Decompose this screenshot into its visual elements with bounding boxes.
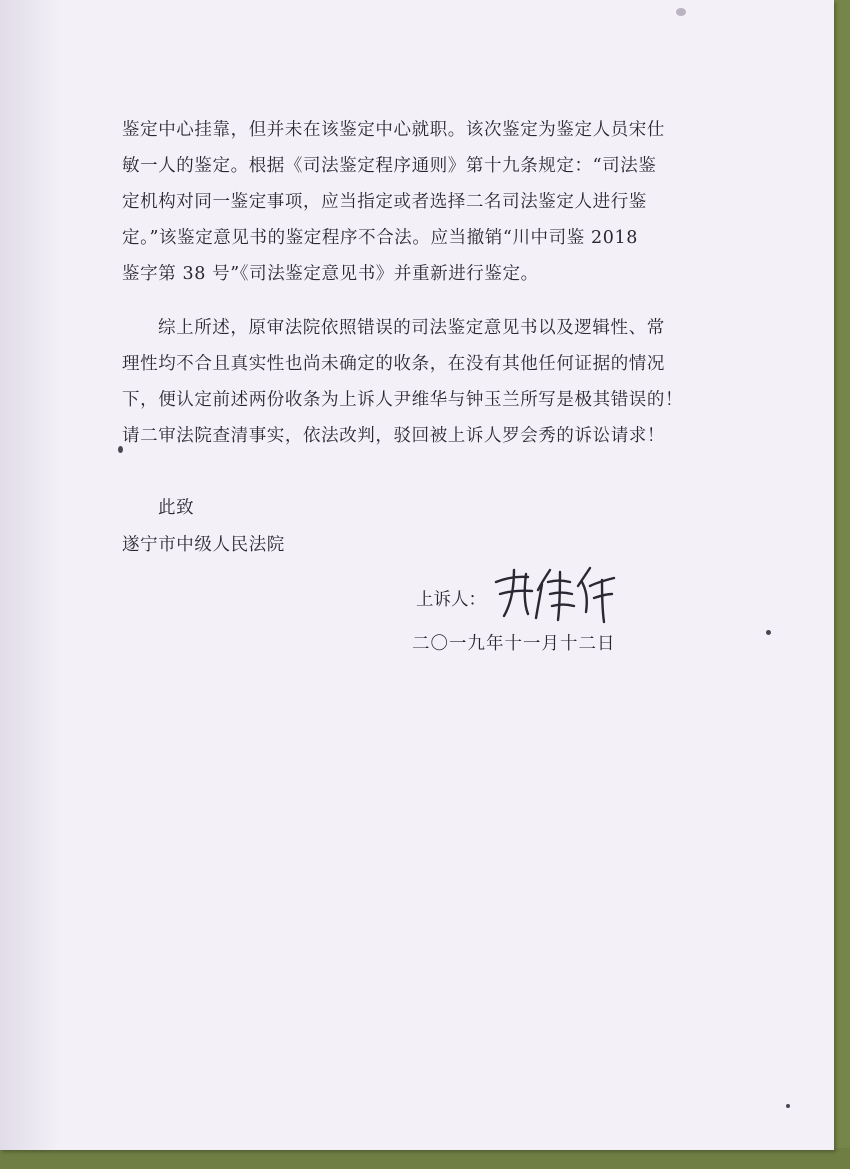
body-line: 定机构对同一鉴定事项，应当指定或者选择二名司法鉴定人进行鉴 [122,192,647,212]
appellant-label: 上诉人： [416,590,486,610]
scan-speck [786,1104,790,1108]
body-line: 鉴定中心挂靠，但并未在该鉴定中心就职。该次鉴定为鉴定人员宋仕 [122,120,665,140]
summary-paragraph [122,310,682,454]
body-paragraph [122,112,682,292]
closing-block [122,490,285,564]
summary-line: 下，便认定前述两份收条为上诉人尹维华与钟玉兰所写是极其错误的！ [122,390,684,410]
signature-block [410,560,670,654]
body-line: 鉴字第 38 号”《司法鉴定意见书》并重新进行鉴定。 [122,264,539,284]
salutation: 此致 [158,498,195,518]
summary-line: 理性均不合且真实性也尚未确定的收条，在没有其他任何证据的情况 [122,354,665,374]
scanner-backdrop-bottom [0,1148,850,1169]
date-line: 二〇一九年十一月十二日 [412,634,616,654]
handwritten-signature [490,560,620,626]
body-line: 定。”该鉴定意见书的鉴定程序不合法。应当撤销“川中司鉴 2018 [122,228,638,248]
summary-line: 请二审法院查清事实，依法改判，驳回被上诉人罗会秀的诉讼请求！ [122,426,665,446]
addressee: 遂宁市中级人民法院 [122,535,285,555]
scanner-backdrop-right [832,0,850,1169]
summary-line: 综上所述，原审法院依照错误的司法鉴定意见书以及逻辑性、常 [158,318,665,338]
scan-speck [118,446,123,453]
scan-speck [676,8,686,16]
appellant-row [410,560,670,620]
body-line: 敏一人的鉴定。根据《司法鉴定程序通则》第十九条规定：“司法鉴 [122,156,657,176]
scan-speck [766,630,771,635]
